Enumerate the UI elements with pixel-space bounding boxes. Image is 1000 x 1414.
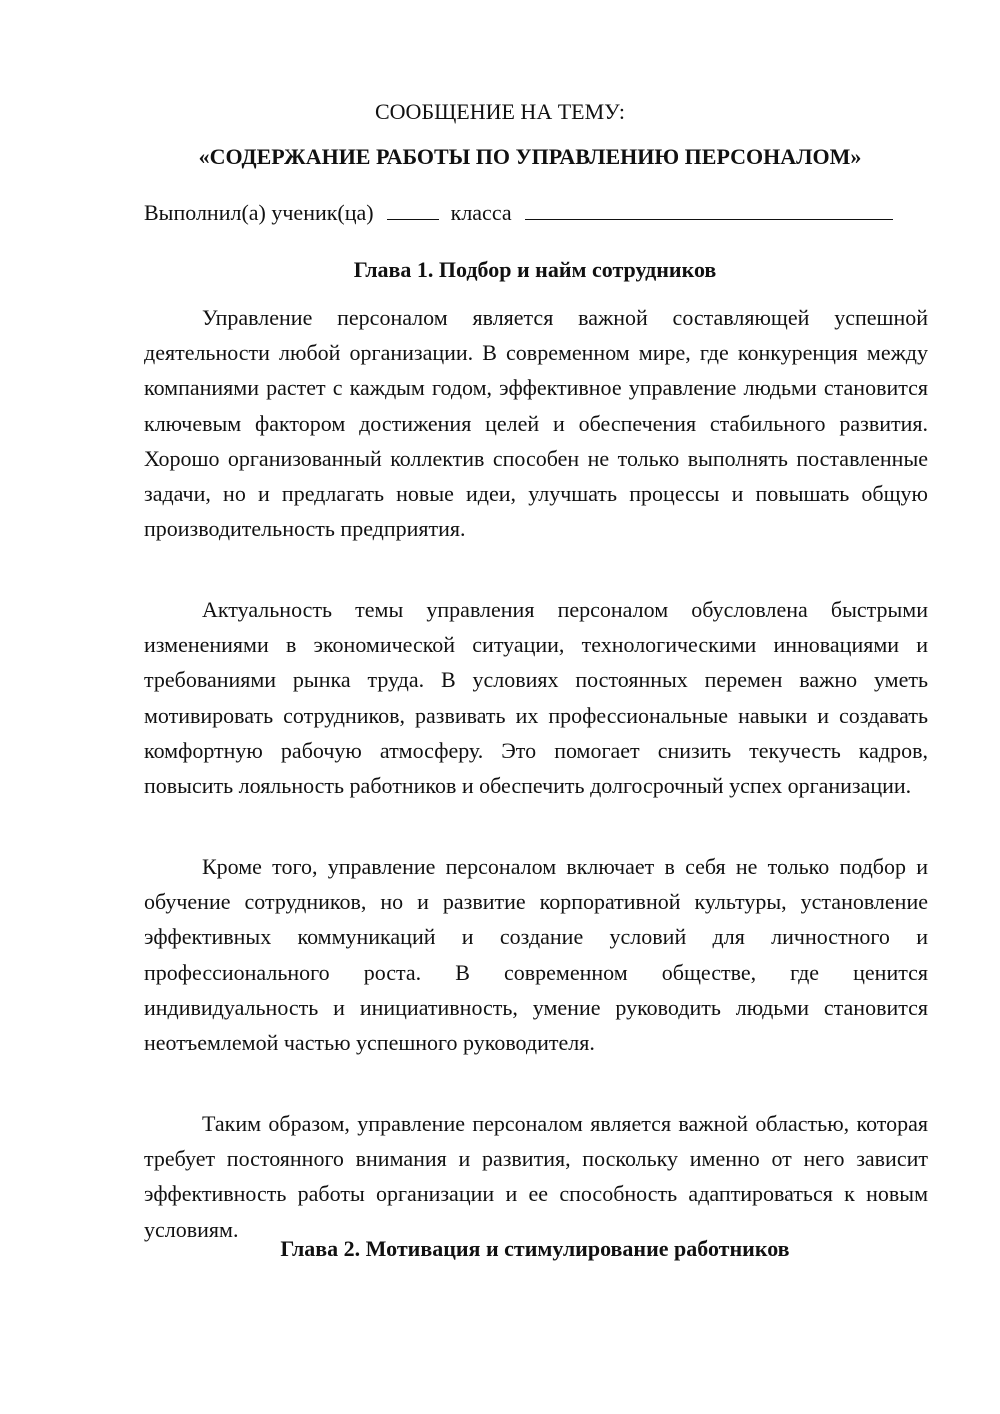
paragraph-1: Управление персоналом является важной составляющей успешной деятельности любой организации. В современном мире, где конкуренция между компаниями растет с каждым годом, эффективное управление людьми становится ключевым фактором достижения целей и обеспечения стабильного развития. Хорошо организованный коллектив способен не только выполнять поставленные задачи, но и предлагать новые идеи, улучшать процессы и повышать общую производительность предприятия.: [144, 305, 928, 542]
author-label: Выполнил(а) ученик(ца): [144, 200, 374, 225]
topic-heading: СООБЩЕНИЕ НА ТЕМУ:: [375, 99, 625, 124]
paragraph-4: Таким образом, управление персоналом является важной областью, которая требует постоянного внимания и развития, поскольку именно от него зависит эффективность работы организации и ее способность адаптироваться к новым условиям.: [144, 1111, 928, 1242]
class-blank: [387, 199, 439, 220]
chapter-2-title: Глава 2. Мотивация и стимулирование работников: [280, 1236, 790, 1261]
author-line: [144, 199, 944, 227]
paragraph-2: Актуальность темы управления персоналом обусловлена быстрыми изменениями в экономической ситуации, технологическими инновациями и требованиями рынка труда. В условиях постоянных перемен важно уметь мотивировать сотрудников, развивать их профессиональные навыки и создавать комфортную рабочую атмосферу. Это помогает снизить текучесть кадров, повысить лояльность работников и обеспечить долгосрочный успех организации.: [144, 597, 928, 799]
chapter-1-title: Глава 1. Подбор и найм сотрудников: [353, 257, 717, 282]
name-blank: [525, 199, 893, 220]
topic-title: «СОДЕРЖАНИЕ РАБОТЫ ПО УПРАВЛЕНИЮ ПЕРСОНАЛОМ»: [198, 144, 862, 169]
paragraph-3: Кроме того, управление персоналом включает в себя не только подбор и обучение сотрудников, но и развитие корпоративной культуры, установление эффективных коммуникаций и создание условий для личностного и профессионального роста. В современном обществе, где ценится индивидуальность и инициативность, умение руководить людьми становится неотъемлемой частью успешного руководителя.: [144, 854, 928, 1056]
class-label: класса: [450, 200, 512, 225]
